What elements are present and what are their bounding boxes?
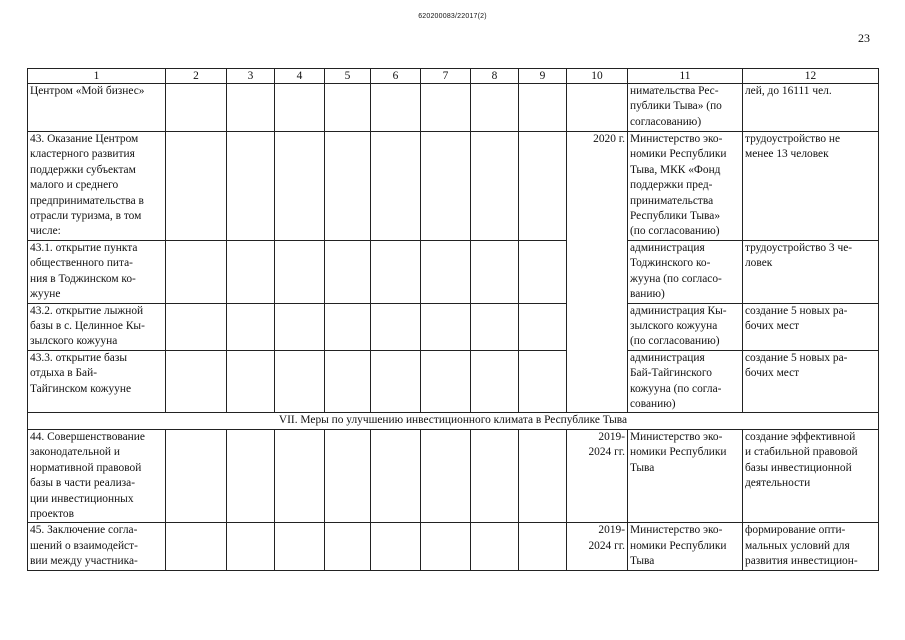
empty-cell xyxy=(275,241,325,304)
responsible-cell xyxy=(628,303,743,350)
empty-cell xyxy=(325,84,371,132)
empty-cell xyxy=(166,350,227,413)
empty-cell xyxy=(519,241,567,304)
text-line: номики Республики xyxy=(630,446,727,459)
responsible-cell xyxy=(628,132,743,241)
empty-cell xyxy=(275,523,325,570)
text-line: жууне xyxy=(30,288,61,301)
text-line: формирование опти- xyxy=(745,524,846,537)
text-line: законодательной и xyxy=(30,446,120,459)
empty-cell xyxy=(325,523,371,570)
measure-cell xyxy=(28,84,166,132)
result-cell xyxy=(743,350,879,413)
empty-cell xyxy=(471,429,519,522)
empty-cell xyxy=(227,303,275,350)
empty-cell xyxy=(519,523,567,570)
empty-cell xyxy=(227,429,275,522)
text-line: мальных условий для xyxy=(745,539,850,552)
empty-cell xyxy=(325,132,371,241)
document-id: 620200083/22017(2) xyxy=(418,13,487,20)
text-line: 43.3. открытие базы xyxy=(30,351,128,364)
table-row-45 xyxy=(28,523,879,570)
text-line: базы инвестиционной xyxy=(745,461,852,474)
text-line: деятельности xyxy=(745,477,811,490)
empty-cell xyxy=(275,350,325,413)
text-line: 43.2. открытие лыжной xyxy=(30,304,144,317)
empty-cell xyxy=(166,241,227,304)
empty-cell xyxy=(371,523,421,570)
measure-cell xyxy=(28,350,166,413)
text-line: (по согласованию) xyxy=(630,335,720,348)
text-line: ции инвестиционных xyxy=(30,492,134,505)
empty-cell xyxy=(166,132,227,241)
column-header: 12 xyxy=(743,69,879,84)
empty-cell xyxy=(371,241,421,304)
table-row-43-1 xyxy=(28,241,879,304)
empty-cell xyxy=(471,350,519,413)
text-line: Тыва, МКК «Фонд xyxy=(630,163,721,176)
empty-cell xyxy=(471,241,519,304)
empty-cell xyxy=(371,132,421,241)
empty-cell xyxy=(166,429,227,522)
text-line: Тыва xyxy=(630,461,655,474)
table-row-44 xyxy=(28,429,879,522)
empty-cell xyxy=(227,350,275,413)
column-header: 8 xyxy=(471,69,519,84)
result-cell xyxy=(743,523,879,570)
text-line: жууна (по согласо- xyxy=(630,272,722,285)
empty-cell xyxy=(421,350,471,413)
empty-cell xyxy=(471,303,519,350)
empty-cell xyxy=(275,429,325,522)
text-line: трудоустройство 3 че- xyxy=(745,242,853,254)
text-line: ловек xyxy=(745,257,773,270)
empty-cell xyxy=(519,429,567,522)
text-line: зылского кожууна xyxy=(630,320,718,333)
text-line: публики Тыва» (по xyxy=(630,100,722,113)
empty-cell xyxy=(275,303,325,350)
measures-table xyxy=(27,68,879,571)
empty-cell xyxy=(519,132,567,241)
text-line: 2024 гг. xyxy=(588,446,625,459)
text-line: номики Республики xyxy=(630,539,727,552)
text-line: шений о взаимодейст- xyxy=(30,539,138,552)
responsible-cell xyxy=(628,350,743,413)
text-line: базы в с. Целинное Кы- xyxy=(30,320,145,333)
empty-cell xyxy=(471,523,519,570)
text-line: Тоджинского ко- xyxy=(630,257,711,270)
text-line: Республики Тыва» xyxy=(630,210,721,223)
column-header: 11 xyxy=(628,69,743,84)
empty-cell xyxy=(166,84,227,132)
measure-cell xyxy=(28,523,166,570)
measure-cell xyxy=(28,241,166,304)
text-line: предпринимательства в xyxy=(30,194,144,207)
text-line: проектов xyxy=(30,507,74,520)
section-row xyxy=(28,413,879,429)
text-line: 43. Оказание Центром xyxy=(30,133,139,145)
empty-cell xyxy=(371,303,421,350)
measure-cell xyxy=(28,429,166,522)
period-cell xyxy=(567,429,628,522)
empty-cell xyxy=(421,303,471,350)
text-line: номики Республики xyxy=(630,148,727,161)
empty-cell xyxy=(421,84,471,132)
empty-cell xyxy=(275,132,325,241)
column-header: 6 xyxy=(371,69,421,84)
text-line: бочих мест xyxy=(745,320,800,333)
text-line: нимательства Рес- xyxy=(630,85,719,97)
text-line: администрация xyxy=(630,242,705,254)
text-line: 2019- xyxy=(598,524,625,537)
period-cell xyxy=(567,132,628,413)
text-line: поддержки пред- xyxy=(630,179,713,192)
text-line: трудоустройство не xyxy=(745,133,841,145)
empty-cell xyxy=(166,523,227,570)
header-row xyxy=(28,69,879,84)
text-line: лей, до 16111 чел. xyxy=(745,85,832,97)
text-line: 44. Совершенствование xyxy=(30,430,145,443)
text-line: и стабильной правовой xyxy=(745,446,858,459)
period-text: 2020 г. xyxy=(593,133,625,145)
page-number: 23 xyxy=(858,31,870,45)
text-line: создание 5 новых ра- xyxy=(745,304,848,317)
text-line: отдыха в Бай- xyxy=(30,367,97,380)
text-line: Тыва xyxy=(630,555,655,568)
column-header: 3 xyxy=(227,69,275,84)
empty-cell xyxy=(421,241,471,304)
responsible-cell xyxy=(628,84,743,132)
text-line: кластерного развития xyxy=(30,148,135,161)
text-line: вии между участника- xyxy=(30,555,138,568)
empty-cell xyxy=(519,84,567,132)
empty-cell xyxy=(227,132,275,241)
table-row-43-3 xyxy=(28,350,879,413)
column-header: 4 xyxy=(275,69,325,84)
empty-cell xyxy=(325,350,371,413)
text-line: 2019- xyxy=(598,430,625,443)
text-line: общественного пита- xyxy=(30,257,133,270)
empty-cell xyxy=(471,84,519,132)
empty-cell xyxy=(227,84,275,132)
period-cell xyxy=(567,523,628,570)
text-line: кожууна (по согла- xyxy=(630,382,722,395)
text-line: администрация xyxy=(630,351,705,364)
column-header: 1 xyxy=(28,69,166,84)
empty-cell xyxy=(421,523,471,570)
responsible-cell xyxy=(628,523,743,570)
empty-cell xyxy=(325,429,371,522)
result-cell xyxy=(743,303,879,350)
text-line: согласованию) xyxy=(630,115,702,128)
text-line: Министерство эко- xyxy=(630,430,723,443)
text-line: нормативной правовой xyxy=(30,461,142,474)
column-header: 7 xyxy=(421,69,471,84)
table-row-continuation xyxy=(28,84,879,132)
text-line: 2024 гг. xyxy=(588,539,625,552)
text-line: администрация Кы- xyxy=(630,304,727,317)
column-header: 9 xyxy=(519,69,567,84)
responsible-cell xyxy=(628,429,743,522)
text-line: числе: xyxy=(30,225,61,238)
result-cell xyxy=(743,84,879,132)
text-line: принимательства xyxy=(630,194,714,207)
table-row-43 xyxy=(28,132,879,241)
text-line: создание 5 новых ра- xyxy=(745,351,848,364)
text-line: создание эффективной xyxy=(745,430,856,443)
empty-cell xyxy=(227,241,275,304)
empty-cell xyxy=(471,132,519,241)
table-row-43-2 xyxy=(28,303,879,350)
text-line: Тайгинском кожууне xyxy=(30,382,132,395)
text-line: поддержки субъектам xyxy=(30,163,136,176)
result-cell xyxy=(743,132,879,241)
text-line: Бай-Тайгинского xyxy=(630,367,712,380)
text-line: 45. Заключение согла- xyxy=(30,524,138,537)
measure-cell xyxy=(28,132,166,241)
text-line: ванию) xyxy=(630,288,665,301)
empty-cell xyxy=(421,132,471,241)
column-header: 2 xyxy=(166,69,227,84)
empty-cell xyxy=(371,429,421,522)
empty-cell xyxy=(421,429,471,522)
empty-cell xyxy=(227,523,275,570)
text-line: малого и среднего xyxy=(30,179,119,192)
empty-cell xyxy=(325,241,371,304)
empty-cell xyxy=(371,84,421,132)
empty-cell xyxy=(166,303,227,350)
text-line: (по согласованию) xyxy=(630,225,720,238)
text-line: Министерство эко- xyxy=(630,133,723,145)
section-heading: VII. Меры по улучшению инвестиционного климата в Республике Тыва xyxy=(28,413,879,429)
text-line: 43.1. открытие пункта xyxy=(30,242,138,254)
text-line: бочих мест xyxy=(745,367,800,380)
result-cell xyxy=(743,429,879,522)
empty-cell xyxy=(519,350,567,413)
text-line: Центром «Мой бизнес» xyxy=(30,85,145,97)
empty-cell xyxy=(275,84,325,132)
text-line: Министерство эко- xyxy=(630,524,723,537)
text-line: базы в части реализа- xyxy=(30,477,136,490)
result-cell xyxy=(743,241,879,304)
empty-cell xyxy=(567,84,628,132)
text-line: ния в Тоджинском ко- xyxy=(30,272,136,285)
text-line: зылского кожууна xyxy=(30,335,118,348)
measure-cell xyxy=(28,303,166,350)
empty-cell xyxy=(325,303,371,350)
column-header: 10 xyxy=(567,69,628,84)
text-line: сованию) xyxy=(630,398,676,411)
responsible-cell xyxy=(628,241,743,304)
empty-cell xyxy=(371,350,421,413)
text-line: развития инвестицион- xyxy=(745,555,858,568)
text-line: отрасли туризма, в том xyxy=(30,210,142,223)
column-header: 5 xyxy=(325,69,371,84)
text-line: менее 13 человек xyxy=(745,148,829,161)
empty-cell xyxy=(519,303,567,350)
